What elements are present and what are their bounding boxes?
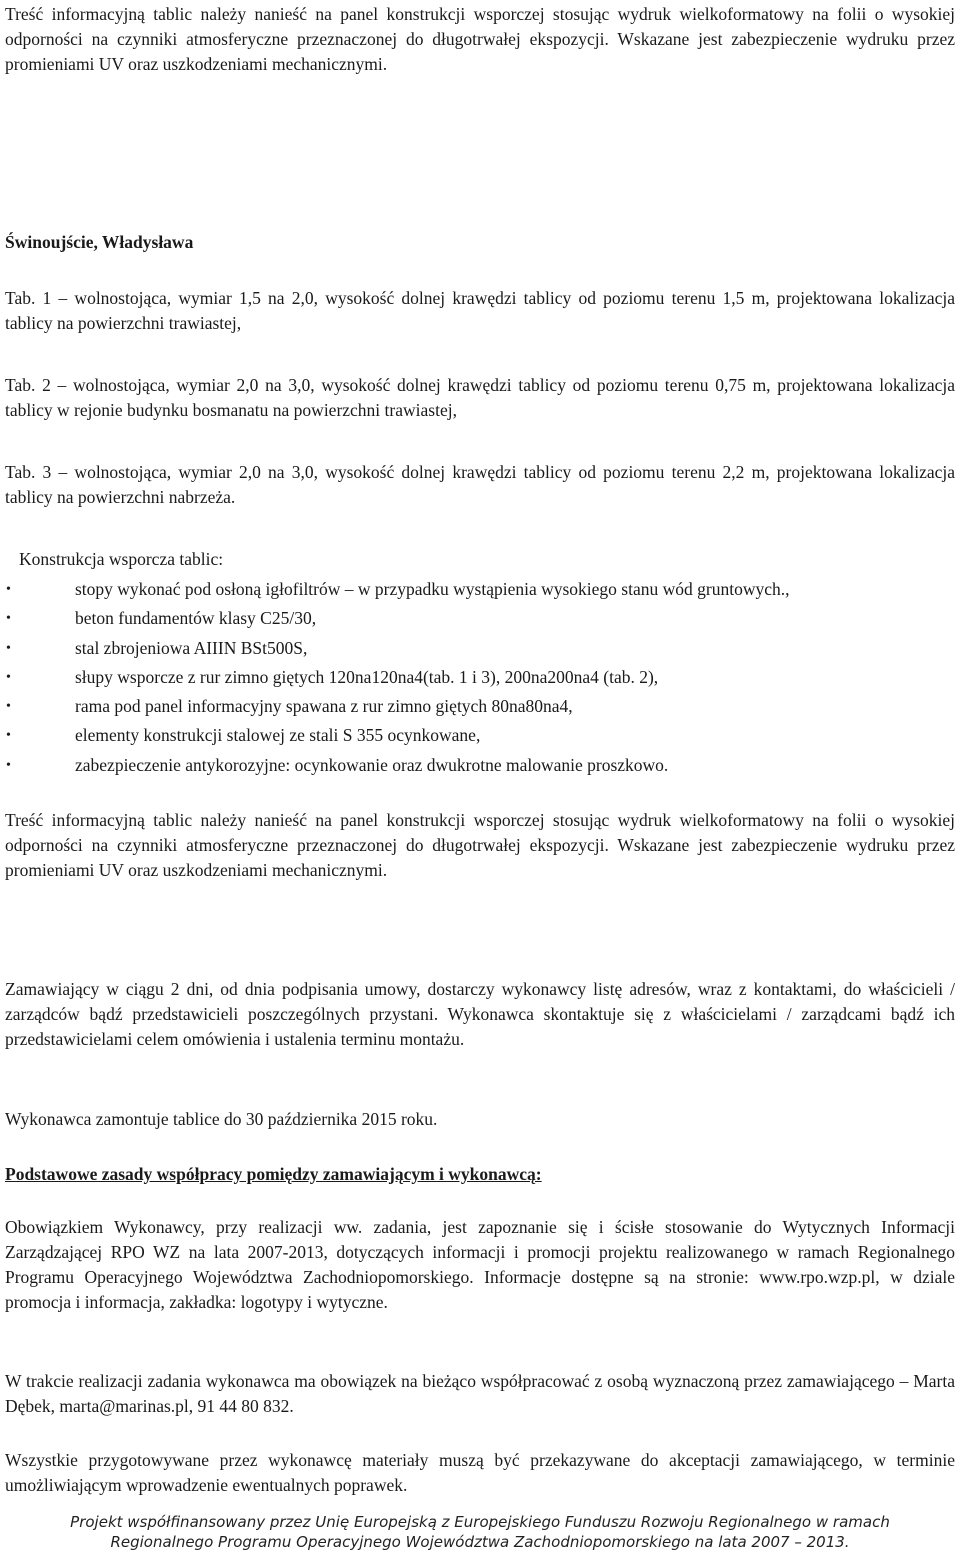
list-item: • słupy wsporcze z rur zimno giętych 120na120na4(tab. 1 i 3), 200na200na4 (tab. 2), [5,663,955,692]
contacts-paragraph: Zamawiający w ciągu 2 dni, od dnia podpisania umowy, dostarczy wykonawcy listę adresów, wraz z kontaktami, do właścicieli / zarządców bądź przedstawicieli poszczególnych przystani. Wykonawca skontaktuje się z właścicielami / zarządcami bądź ich przedstawicielami celem omówienia i ustalenia terminu montażu. [5,979,955,1049]
bullet-icon: • [6,640,11,656]
obligation-paragraph: Obowiązkiem Wykonawcy, przy realizacji ww. zadania, jest zapoznanie się i ścisłe stosowanie do Wytycznych Informacji Zarządzającej RPO WZ na lata 2007-2013, dotyczących informacji i promocji projektu realizowanego w ramach Regionalnego Programu Operacyjnego Województwa Zachodniopomorskiego. Informacje dostępne są na stronie: www.rpo.wzp.pl, w dziale promocja i informacja, zakładka: logotypy i wytyczne. [5,1217,955,1312]
page-footer [0,1512,960,1552]
footer-line-1: Projekt współfinansowany przez Unię Europejską z Europejskiego Funduszu Rozwoju Regionalnego w ramach [70,1513,890,1531]
construction-list [5,575,955,780]
bullet-icon: • [6,582,11,597]
list-item: • stal zbrojeniowa AIIIN BSt500S, [5,634,955,663]
list-item: • zabezpieczenie antykorozyjne: ocynkowanie oraz dwukrotne malowanie proszkowo. [5,751,955,780]
list-item: • beton fundamentów klasy C25/30, [5,604,955,633]
bullet-icon: • [6,757,11,773]
approval-paragraph: Wszystkie przygotowywane przez wykonawcę materiały muszą być przekazywane do akceptacji zamawiającego, w terminie umożliwiającym wprowadzenie ewentualnych poprawek. [5,1450,955,1495]
list-item: • rama pod panel informacyjny spawana z rur zimno giętych 80na80na4, [5,692,955,721]
table-1-description: Tab. 1 – wolnostojąca, wymiar 1,5 na 2,0, wysokość dolnej krawędzi tablicy od poziomu terenu 1,5 m, projektowana lokalizacja tablicy na powierzchni trawiastej, [5,288,955,333]
bullet-icon: • [6,611,11,627]
contact-person-paragraph: W trakcie realizacji zadania wykonawca ma obowiązek na bieżąco współpracować z osobą wyznaczoną przez zamawiającego – Marta Dębek, marta@marinas.pl, 91 44 80 832. [5,1371,955,1416]
cooperation-heading: Podstawowe zasady współpracy pomiędzy zamawiającym i wykonawcą: [5,1164,542,1184]
deadline-paragraph: Wykonawca zamontuje tablice do 30 października 2015 roku. [5,1109,438,1129]
bullet-icon: • [6,669,11,685]
bullet-icon: • [6,728,11,744]
construction-label: Konstrukcja wsporcza tablic: [19,549,224,569]
table-2-description: Tab. 2 – wolnostojąca, wymiar 2,0 na 3,0, wysokość dolnej krawędzi tablicy od poziomu terenu 0,75 m, projektowana lokalizacja tablicy w rejonie budynku bosmanatu na powierzchni trawiastej, [5,375,955,420]
table-3-description: Tab. 3 – wolnostojąca, wymiar 2,0 na 3,0, wysokość dolnej krawędzi tablicy od poziomu terenu 2,2 m, projektowana lokalizacja tablicy na powierzchni nabrzeża. [5,462,955,507]
list-item: • stopy wykonać pod osłoną igłofiltrów – w przypadku wystąpienia wysokiego stanu wód gruntowych., [5,575,955,604]
footer-line-2: Regionalnego Programu Operacyjnego Województwa Zachodniopomorskiego na lata 2007 – 2013. [110,1533,850,1551]
list-item: • elementy konstrukcji stalowej ze stali S 355 ocynkowane, [5,721,955,750]
location-heading: Świnoujście, Władysława [5,232,194,252]
bullet-icon: • [6,699,11,715]
repeat-paragraph: Treść informacyjną tablic należy nanieść na panel konstrukcji wsporczej stosując wydruk wielkoformatowy na folii o wysokiej odporności na czynniki atmosferyczne przeznaczonej do długotrwałej ekspozycji. Wskazane jest zabezpieczenie wydruku przez promieniami UV oraz uszkodzeniami mechanicznymi. [5,810,955,880]
intro-paragraph: Treść informacyjną tablic należy nanieść na panel konstrukcji wsporczej stosując wydruk wielkoformatowy na folii o wysokiej odporności na czynniki atmosferyczne przeznaczonej do długotrwałej ekspozycji. Wskazane jest zabezpieczenie wydruku przez promieniami UV oraz uszkodzeniami mechanicznymi. [5,4,955,74]
